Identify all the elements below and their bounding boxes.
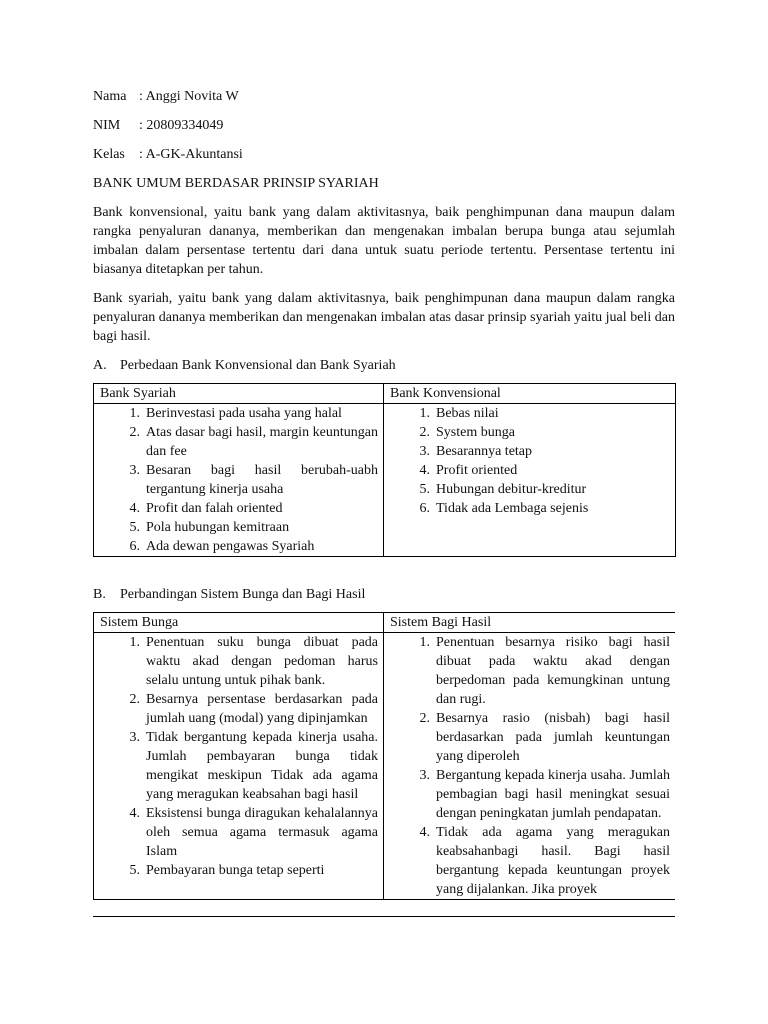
- document-page: [93, 87, 675, 917]
- section-a-title: [93, 356, 675, 375]
- list-item: 2. Atas dasar bagi hasil, margin keuntungan dan fee: [129, 425, 378, 459]
- table-row: [94, 404, 676, 557]
- section-a-letter: A.: [93, 358, 107, 373]
- comparison-table-b: [93, 612, 675, 900]
- list-item: 1. Berinvestasi pada usaha yang halal: [129, 406, 342, 421]
- list-item: 5. Pembayaran bunga tetap seperti: [129, 863, 325, 878]
- header-bank-konvensional: Bank Konvensional: [384, 384, 676, 404]
- document-heading: BANK UMUM BERDASAR PRINSIP SYARIAH: [93, 176, 379, 191]
- list-item: 5. Hubungan debitur-kreditur: [419, 482, 587, 497]
- paragraph-bank-konvensional: Bank konvensional, yaitu bank yang dalam aktivitasnya, baik penghimpunan dana maupun dalam rangka penyaluran dananya, memberikan dan mengenakan imbalan berupa bunga atau sejumlah imbalan dalam persentase tertentu dari dana untuk suatu periode tertentu. Persentase tertentu ini biasanya ditetapkan per tahun.: [93, 205, 675, 277]
- header-bank-syariah: Bank Syariah: [94, 384, 384, 404]
- paragraph-bank-syariah: Bank syariah, yaitu bank yang dalam aktivitasnya, baik penghimpunan dana maupun dalam rangka penyaluran dananya memberikan dan mengenakan imbalan atas dasar prinsip syariah yaitu jual beli dan bagi hasil.: [93, 291, 675, 344]
- cell-sistem-bunga-list: [94, 633, 384, 900]
- list-item: 4. Eksistensi bunga diragukan kehalalannya oleh semua agama termasuk agama Islam: [129, 806, 378, 859]
- list-item: 5. Pola hubungan kemitraan: [129, 520, 290, 535]
- section-b-title-text: Perbandingan Sistem Bunga dan Bagi Hasil: [120, 587, 366, 602]
- list-item: 2. Besarnya persentase berdasarkan pada jumlah uang (modal) yang dipinjamkan: [129, 692, 378, 726]
- list-item: 1. Penentuan besarnya risiko bagi hasil dibuat pada waktu akad dengan berpedoman pada kemungkinan untung dan rugi.: [419, 635, 670, 707]
- comparison-table-b-container: [93, 612, 675, 917]
- list-item: 1. Bebas nilai: [419, 406, 499, 421]
- cell-sistem-bagi-hasil-list: [384, 633, 676, 900]
- list-item: 3. Besarannya tetap: [419, 444, 533, 459]
- cell-bank-konvensional-list: [384, 404, 676, 557]
- list-item: 6. Tidak ada Lembaga sejenis: [419, 501, 589, 516]
- list-item: 6. Ada dewan pengawas Syariah: [129, 539, 315, 554]
- list-item: 3. Besaran bagi hasil berubah-uabh tergantung kinerja usaha: [129, 463, 378, 497]
- comparison-table-a: [93, 383, 676, 557]
- list-item: 3. Tidak bergantung kepada kinerja usaha. Jumlah pembayaran bunga tidak mengikat meskipun Tidak ada agama yang meragukan keabsahan bagi hasil: [129, 730, 378, 802]
- nim-label: NIM: [93, 118, 121, 133]
- student-nim-line: [93, 116, 675, 135]
- cell-bank-syariah-list: [94, 404, 384, 557]
- list-item: 4. Profit dan falah oriented: [129, 501, 283, 516]
- section-b-title: [93, 585, 675, 604]
- table-row: [94, 633, 676, 900]
- section-b-letter: B.: [93, 587, 106, 602]
- class-label: Kelas: [93, 147, 125, 162]
- list-item: 4. Profit oriented: [419, 463, 518, 478]
- table-header-row: [94, 384, 676, 404]
- name-value: : Anggi Novita W: [139, 89, 239, 104]
- table-header-row: [94, 613, 676, 633]
- list-item: 3. Bergantung kepada kinerja usaha. Jumlah pembagian bagi hasil meningkat sesuai dengan peningkatan jumlah pendapatan.: [419, 768, 670, 821]
- list-item: 4. Tidak ada agama yang meragukan keabsahanbagi hasil. Bagi hasil bergantung kepada keuntungan proyek yang dijalankan. Jika proyek: [419, 825, 670, 897]
- nim-value: : 20809334049: [139, 118, 224, 133]
- list-item: 2. System bunga: [419, 425, 515, 440]
- header-sistem-bunga: Sistem Bunga: [94, 613, 384, 633]
- name-label: Nama: [93, 89, 127, 104]
- student-class-line: [93, 145, 675, 164]
- list-item: 1. Penentuan suku bunga dibuat pada waktu akad dengan pedoman harus selalu untung untuk pihak bank.: [129, 635, 378, 688]
- class-value: : A-GK-Akuntansi: [139, 147, 243, 162]
- section-a-title-text: Perbedaan Bank Konvensional dan Bank Syariah: [120, 358, 396, 373]
- list-item: 2. Besarnya rasio (nisbah) bagi hasil berdasarkan pada jumlah keuntungan yang diperoleh: [419, 711, 670, 764]
- student-name-line: [93, 87, 675, 106]
- header-sistem-bagi-hasil: Sistem Bagi Hasil: [384, 613, 676, 633]
